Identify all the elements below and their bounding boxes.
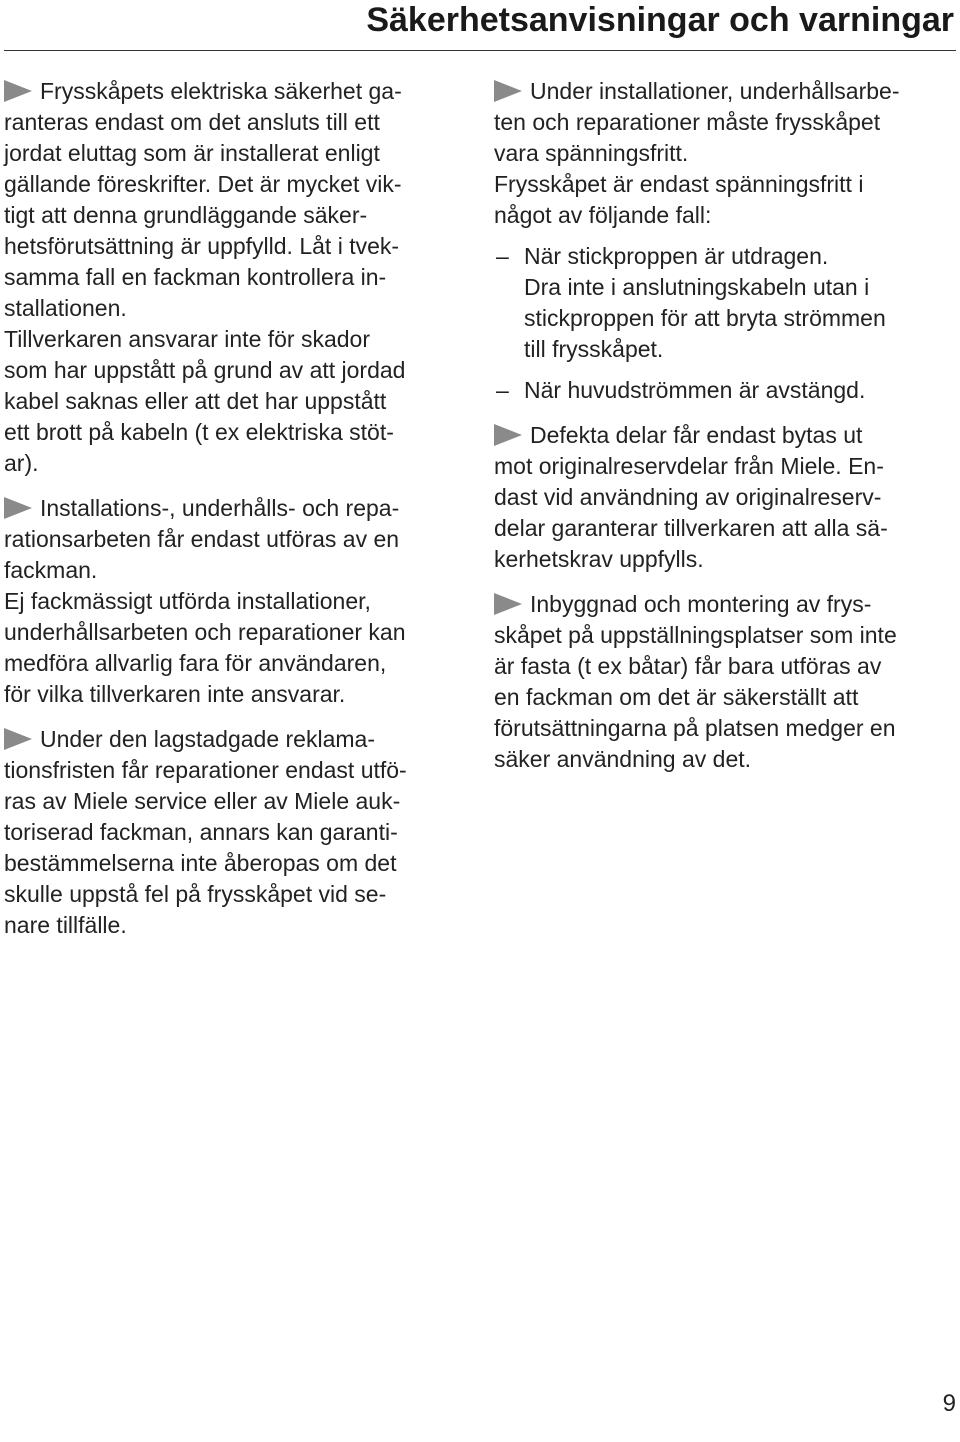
text-line: fackman. [4, 557, 98, 583]
text-line: säker användning av det. [494, 746, 752, 772]
text-line: skulle uppstå fel på frysskåpet vid se- [4, 881, 387, 907]
text-line: Frysskåpets elektriska säkerhet ga- [4, 76, 474, 107]
text-line: skåpet på uppställningsplatser som inte [494, 622, 897, 648]
text-line: ett brott på kabeln (t ex elektriska stöt- [4, 419, 394, 445]
warning-arrow-icon [494, 593, 522, 615]
left-paragraph-electrical [4, 76, 474, 479]
right-paragraph-mounting [494, 589, 960, 775]
text-line: delar garanterar tillverkaren att alla sä- [494, 515, 888, 541]
text-line: ras av Miele service eller av Miele auk- [4, 788, 401, 814]
left-paragraph-installation [4, 493, 474, 710]
text-line: Dra inte i anslutningskabeln utan i [524, 274, 870, 300]
text-line: Defekta delar får endast bytas ut [494, 420, 960, 451]
text-line: något av följande fall: [494, 202, 712, 228]
text-line: ten och reparationer måste frysskåpet [494, 109, 881, 135]
text-line: stickproppen för att bryta strömmen [524, 305, 886, 331]
text-line: ranteras endast om det ansluts till ett [4, 109, 380, 135]
warning-arrow-icon [494, 424, 522, 446]
text-line: Ej fackmässigt utförda installationer, [4, 588, 371, 614]
text-line: dast vid användning av originalreserv- [494, 484, 882, 510]
dash-list-item [494, 241, 960, 365]
right-column [494, 76, 960, 789]
text-line: tionsfristen får reparationer endast utfö- [4, 757, 407, 783]
text-line: vara spänningsfritt. [494, 140, 689, 166]
text-line: Frysskåpet är endast spänningsfritt i [494, 171, 864, 197]
header-divider [4, 50, 956, 51]
text-line: ar). [4, 450, 39, 476]
text-line: är fasta (t ex båtar) får bara utföras av [494, 653, 882, 679]
text-line: medföra allvarlig fara för användaren, [4, 650, 387, 676]
left-paragraph-warranty [4, 724, 474, 941]
page-number: 9 [942, 1390, 956, 1417]
text-line: När stickproppen är utdragen. [524, 243, 829, 269]
dash-list-item [494, 375, 960, 406]
right-paragraph-voltage-free [494, 76, 960, 231]
text-line: Installations-, underhålls- och repa- [4, 493, 474, 524]
page-header [366, 0, 954, 40]
text-line: stallationen. [4, 295, 127, 321]
text-line: hetsförutsättning är uppfylld. Låt i tvek- [4, 233, 400, 259]
dash-marker: – [496, 377, 509, 403]
text-line: kabel saknas eller att det har uppstått [4, 388, 387, 414]
text-line: bestämmelserna inte åberopas om det [4, 850, 397, 876]
text-line: tigt att denna grundläggande säker- [4, 202, 368, 228]
text-line: Inbyggnad och montering av frys- [494, 589, 960, 620]
text-line: till frysskåpet. [524, 336, 664, 362]
text-line: toriserad fackman, annars kan garanti- [4, 819, 398, 845]
text-line: nare tillfälle. [4, 912, 127, 938]
dash-marker: – [496, 243, 509, 269]
text-line: kerhetskrav uppfylls. [494, 546, 704, 572]
text-line: en fackman om det är säkerställt att [494, 684, 859, 710]
text-line: jordat eluttag som är installerat enligt [4, 140, 380, 166]
left-column [4, 76, 474, 955]
text-line: rationsarbeten får endast utföras av en [4, 526, 400, 552]
warning-arrow-icon [4, 497, 32, 519]
text-line: När huvudströmmen är avstängd. [524, 377, 866, 403]
text-line: Under installationer, underhållsarbe- [494, 76, 960, 107]
text-line: underhållsarbeten och reparationer kan [4, 619, 406, 645]
text-line: förutsättningarna på platsen medger en [494, 715, 896, 741]
page-title: Säkerhetsanvisningar och varningar [366, 1, 954, 39]
warning-arrow-icon [4, 80, 32, 102]
text-line: samma fall en fackman kontrollera in- [4, 264, 387, 290]
text-line: för vilka tillverkaren inte ansvarar. [4, 681, 346, 707]
right-paragraph-spare-parts [494, 420, 960, 575]
warning-arrow-icon [494, 80, 522, 102]
text-line: Tillverkaren ansvarar inte för skador [4, 326, 371, 352]
warning-arrow-icon [4, 728, 32, 750]
text-line: gällande föreskrifter. Det är mycket vik- [4, 171, 402, 197]
text-line: Under den lagstadgade reklama- [4, 724, 474, 755]
text-line: som har uppstått på grund av att jordad [4, 357, 406, 383]
text-line: mot originalreservdelar från Miele. En- [494, 453, 884, 479]
